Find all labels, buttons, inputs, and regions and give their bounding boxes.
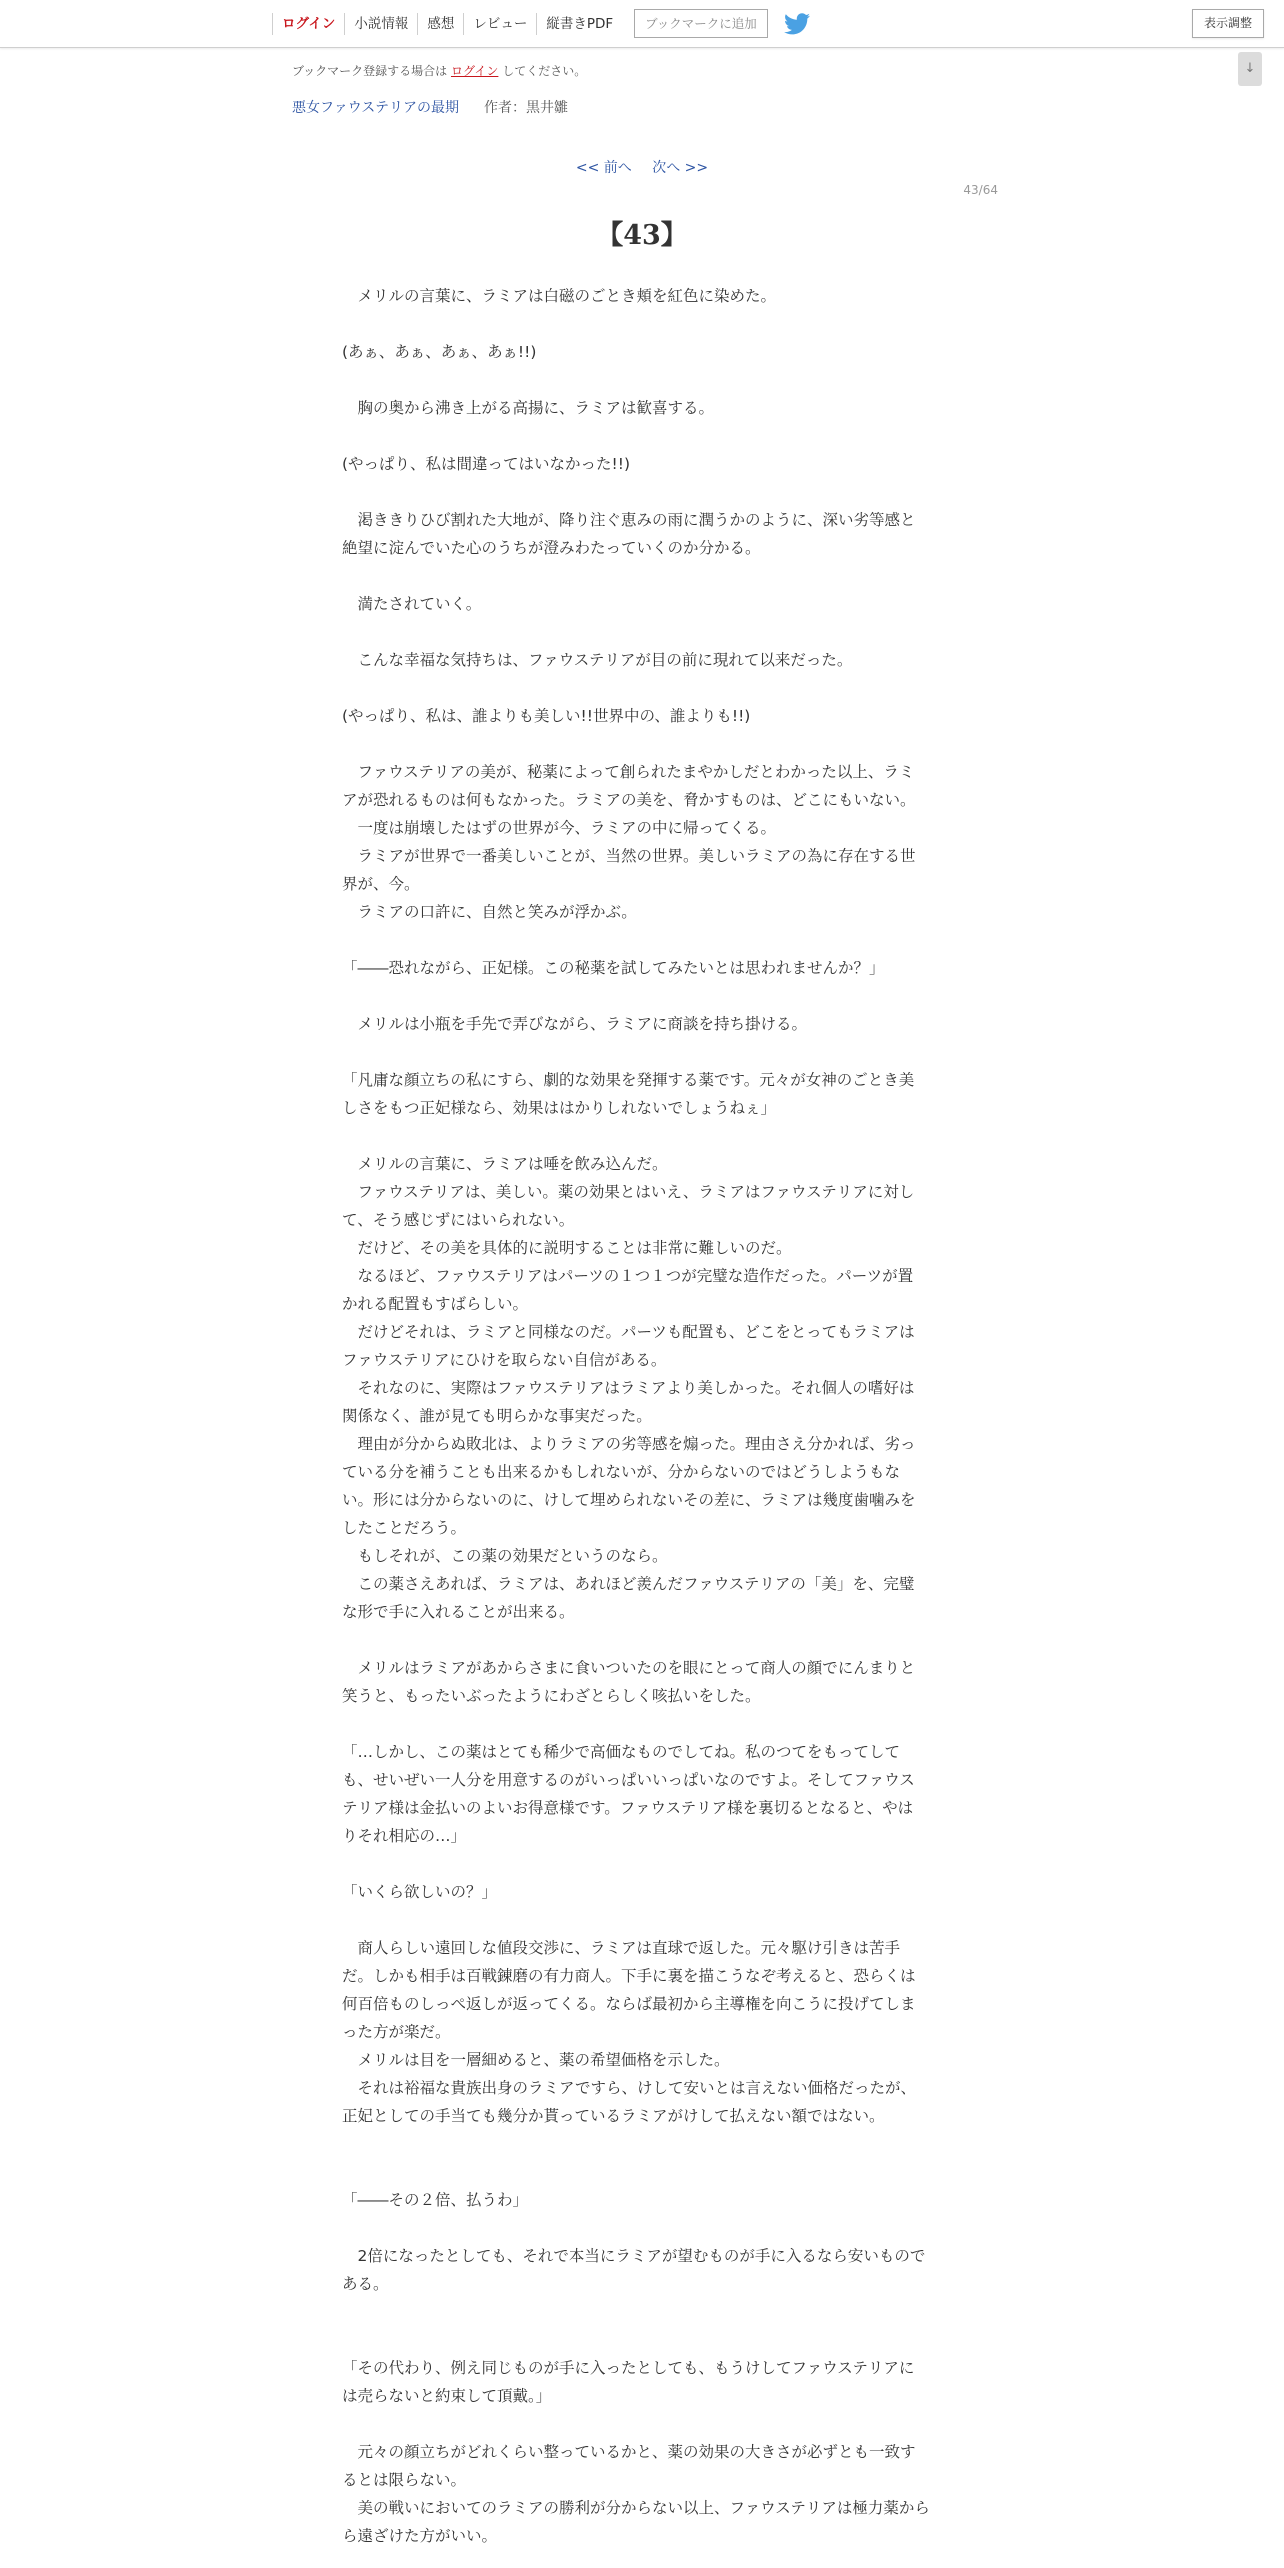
body-line: この薬さえあれば、ラミアは、あれほど羨んだファウステリアの「美」を、完璧: [342, 1575, 915, 1593]
body-line: 美の戦いにおいてのラミアの勝利が分からない以上、ファウステリアは極力薬から: [342, 2499, 930, 2517]
blank-line: [342, 2326, 942, 2354]
body-line: ら遠ざけた方がいい。: [342, 2527, 498, 2545]
blank-line: [342, 2130, 942, 2158]
body-line: ラミアが世界で一番美しいことが、当然の世界。美しいラミアの為に存在する世: [342, 847, 916, 865]
novel-body-text: [342, 282, 942, 2550]
body-line: 関係なく、誰が見ても明らかな事実だった。: [342, 1407, 652, 1425]
blank-line: [342, 1122, 942, 1150]
add-bookmark-button[interactable]: ブックマークに追加: [634, 9, 768, 38]
blank-line: [342, 730, 942, 758]
blank-line: [342, 674, 942, 702]
blank-line: [342, 422, 942, 450]
body-line: 「いくら欲しいの？」: [342, 1883, 498, 1901]
review-link[interactable]: レビュー: [463, 13, 536, 35]
body-line: メリルの言葉に、ラミアは白磁のごとき頬を紅色に染めた。: [342, 287, 777, 305]
scroll-down-button[interactable]: [1238, 52, 1262, 86]
arrow-down-icon: ↓: [1244, 61, 1256, 76]
blank-line: [342, 2214, 942, 2242]
blank-line: [342, 366, 942, 394]
next-page-link[interactable]: 次へ >>: [652, 160, 709, 176]
novel-title-link[interactable]: 悪女ファウステリアの最期: [292, 100, 460, 116]
impressions-link[interactable]: 感想: [417, 13, 463, 35]
body-line: った方が楽だ。: [342, 2023, 451, 2041]
body-line: な形で手に入れることが出来る。: [342, 1603, 575, 1621]
body-line: だけど、その美を具体的に説明することは非常に難しいのだ。: [342, 1239, 792, 1257]
body-line: 絶望に淀んでいた心のうちが澄みわたっていくのか分かる。: [342, 539, 761, 557]
author-name: 黒井雛: [526, 100, 568, 116]
chapter-title: 【43】: [596, 220, 688, 251]
top-header: [0, 0, 1284, 48]
body-line: ファウステリアは、美しい。薬の効果とはいえ、ラミアはファウステリアに対し: [342, 1183, 915, 1201]
display-settings-button[interactable]: 表示調整: [1192, 9, 1264, 38]
body-line: だけどそれは、ラミアと同様なのだ。パーツも配置も、どこをとってもラミアは: [342, 1323, 915, 1341]
blank-line: [342, 926, 942, 954]
blank-line: [342, 2158, 942, 2186]
novel-info-link[interactable]: 小説情報: [344, 13, 417, 35]
body-line: メリルの言葉に、ラミアは唾を飲み込んだ。: [342, 1155, 668, 1173]
blank-line: [342, 2410, 942, 2438]
body-line: 「――その２倍、払うわ」: [342, 2191, 529, 2209]
body-line: テリア様は金払いのよいお得意様です。ファウステリア様を裏切るとなると、やは: [342, 1799, 914, 1817]
body-line: 「…しかし、この薬はとても稀少で高価なものでしてね。私のつてをもってして: [342, 1743, 901, 1761]
body-line: (やっぱり、私は間違ってはいなかった!!): [342, 455, 631, 473]
body-line: ている分を補うことも出来るかもしれないが、分からないのではどうしようもな: [342, 1463, 901, 1481]
blank-line: [342, 1038, 942, 1066]
body-line: メリルはラミアがあからさまに食いついたのを眼にとって商人の顔でにんまりと: [342, 1659, 916, 1677]
body-line: 一度は崩壊したはずの世界が今、ラミアの中に帰ってくる。: [342, 819, 777, 837]
body-line: 「――恐れながら、正妃様。この秘薬を試してみたいとは思われませんか？」: [342, 959, 885, 977]
body-line: 界が、今。: [342, 875, 420, 893]
body-line: こんな幸福な気持ちは、ファウステリアが目の前に現れて以来だった。: [342, 651, 853, 669]
body-line: 2倍になったとしても、それで本当にラミアが望むものが手に入るなら安いもので: [342, 2247, 926, 2265]
body-line: メリルは小瓶を手先で弄びながら、ラミアに商談を持ち掛ける。: [342, 1015, 808, 1033]
bookmark-notice: [292, 62, 586, 79]
body-line: アが恐れるものは何もなかった。ラミアの美を、脅かすものは、どこにもいない。: [342, 791, 916, 809]
body-line: 正妃としての手当ても幾分か貰っているラミアがけして払えない額ではない。: [342, 2107, 885, 2125]
body-line: (やっぱり、私は、誰よりも美しい!!世界中の、誰よりも!!): [342, 707, 751, 725]
prev-page-link[interactable]: << 前へ: [575, 160, 632, 176]
blank-line: [342, 310, 942, 338]
body-line: したことだろう。: [342, 1519, 467, 1537]
blank-line: [342, 1710, 942, 1738]
body-line: も、せいぜい一人分を用意するのがいっぱいいっぱいなのですよ。そしてファウス: [342, 1771, 915, 1789]
body-line: (あぁ、あぁ、あぁ、あぁ!!): [342, 343, 537, 361]
body-line: ファウステリアにひけを取らない自信がある。: [342, 1351, 667, 1369]
body-line: 元々の顔立ちがどれくらい整っているかと、薬の効果の大きさが必ずとも一致す: [342, 2443, 916, 2461]
body-line: ある。: [342, 2275, 389, 2293]
body-line: なるほど、ファウステリアはパーツの１つ１つが完璧な造作だった。パーツが置: [342, 1267, 914, 1285]
body-line: 渇ききりひび割れた大地が、降り注ぐ恵みの雨に潤うかのように、深い劣等感と: [342, 511, 916, 529]
body-line: かれる配置もすばらしい。: [342, 1295, 529, 1313]
body-line: 胸の奥から沸き上がる高揚に、ラミアは歓喜する。: [342, 399, 715, 417]
vertical-pdf-link[interactable]: 縦書きPDF: [536, 13, 622, 35]
body-line: 「その代わり、例え同じものが手に入ったとしても、もうけしてファウステリアに: [342, 2359, 915, 2377]
blank-line: [342, 478, 942, 506]
login-link[interactable]: ログイン: [272, 13, 344, 35]
body-line: だ。しかも相手は百戦錬磨の有力商人。下手に裏を描こうなぞ考えると、恐らくは: [342, 1967, 916, 1985]
body-line: しさをもつ正妃様なら、効果ははかりしれないでしょうねぇ」: [342, 1099, 777, 1117]
body-line: るとは限らない。: [342, 2471, 467, 2489]
blank-line: [342, 1626, 942, 1654]
bookmark-notice-suffix: してください。: [498, 64, 587, 78]
body-line: ファウステリアの美が、秘薬によって創られたまやかしだとわかった以上、ラミ: [342, 763, 915, 781]
body-line: それなのに、実際はファウステリアはラミアより美しかった。それ個人の嗜好は: [342, 1379, 915, 1397]
blank-line: [342, 562, 942, 590]
body-line: りそれ相応の…」: [342, 1827, 467, 1845]
body-line: 笑うと、もったいぶったようにわざとらしく咳払いをした。: [342, 1687, 761, 1705]
twitter-bird-icon[interactable]: [784, 13, 810, 35]
top-nav: [272, 0, 810, 47]
body-line: い。形には分からないのに、けして埋められないその差に、ラミアは幾度歯噛みを: [342, 1491, 916, 1509]
body-line: 何百倍ものしっぺ返しが返ってくる。ならば最初から主導権を向こうに投げてしま: [342, 1995, 916, 2013]
blank-line: [342, 1906, 942, 1934]
page-counter: 43/64: [963, 183, 998, 197]
blank-line: [342, 982, 942, 1010]
author-label: 作者：: [484, 100, 526, 116]
bookmark-notice-prefix: ブックマーク登録する場合は: [292, 64, 451, 78]
body-line: は売らないと約束して頂戴。」: [342, 2387, 552, 2405]
body-line: 商人らしい遠回しな値段交渉に、ラミアは直球で返した。元々駆け引きは苦手: [342, 1939, 901, 1957]
blank-line: [342, 2298, 942, 2326]
body-line: メリルは目を一層細めると、薬の希望価格を示した。: [342, 2051, 730, 2069]
body-line: それは裕福な貴族出身のラミアですら、けして安いとは言えない価格だったが、: [342, 2079, 916, 2097]
blank-line: [342, 1850, 942, 1878]
body-line: もしそれが、この薬の効果だというのなら。: [342, 1547, 668, 1565]
pager: [0, 157, 1284, 177]
body-line: 理由が分からぬ敗北は、よりラミアの劣等感を煽った。理由さえ分かれば、劣っ: [342, 1435, 916, 1453]
body-line: ラミアの口許に、自然と笑みが浮かぶ。: [342, 903, 637, 921]
body-line: 「凡庸な顔立ちの私にすら、劇的な効果を発揮する薬です。元々が女神のごとき美: [342, 1071, 915, 1089]
blank-line: [342, 618, 942, 646]
author-line: [484, 97, 568, 117]
body-line: 満たされていく。: [342, 595, 482, 613]
notice-login-link[interactable]: ログイン: [450, 64, 499, 78]
body-line: て、そう感じずにはいられない。: [342, 1211, 575, 1229]
